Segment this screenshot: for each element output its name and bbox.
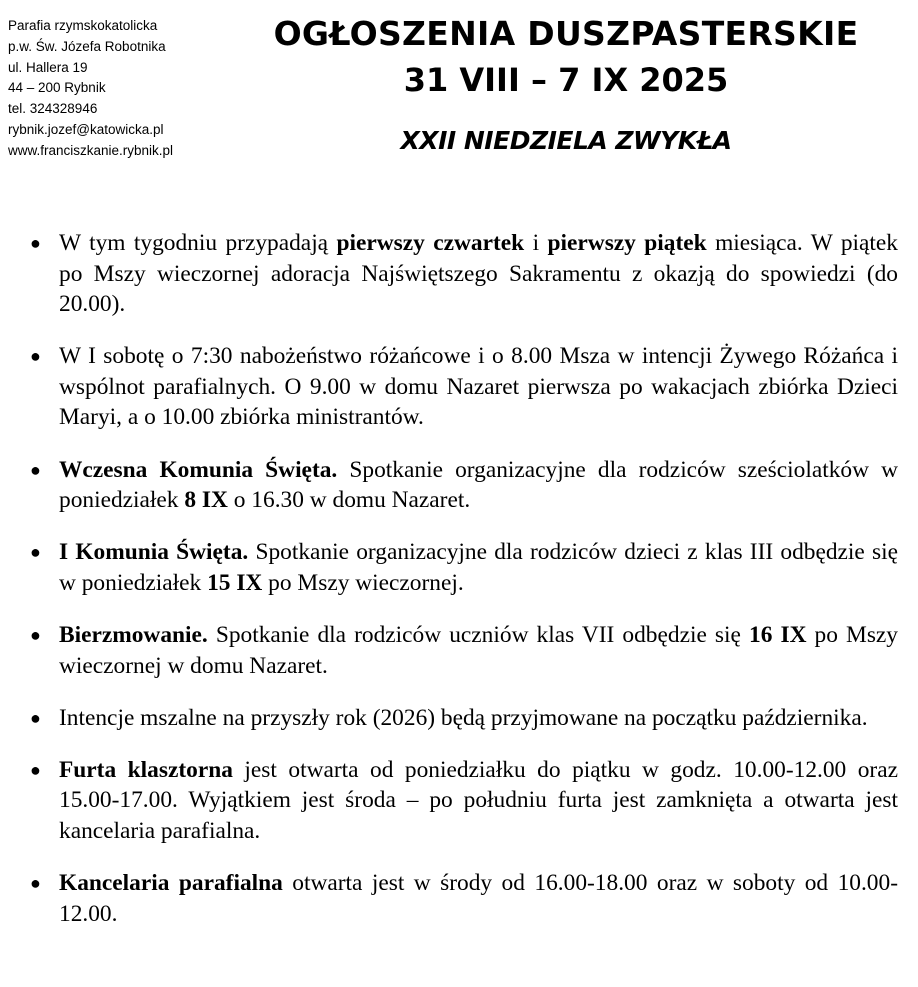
notice-segment: po Mszy wieczornej w domu Nazaret. (59, 621, 898, 679)
parish-patron: p.w. Św. Józefa Robotnika (8, 38, 166, 54)
notice-segment: Intencje mszalne na przyszły rok (2026) będą przyjmowane na początku października. (59, 704, 868, 731)
notice-segment: W I sobotę o 7:30 nabożeństwo różańcowe i o 8.00 Msza w intencji Żywego Różańca i wspólnot parafialnych. O 9.00 w domu Nazaret pierwsza po wakacjach zbiórka Dzieci Maryi, a o 10.00 zbiórka ministrantów. (59, 343, 898, 431)
notice-emphasis: pierwszy czwartek (336, 230, 525, 256)
liturgical-sunday: XXII NIEDZIELA ZWYKŁA (400, 126, 732, 155)
notice-emphasis: Bierzmowanie. (59, 621, 208, 648)
bullet-icon: ● (30, 759, 41, 780)
notice-text (59, 757, 898, 844)
notice-segment: po Mszy wieczornej. (262, 569, 464, 596)
notice-list (30, 228, 898, 951)
notice-text (59, 870, 898, 927)
notice-segment: W tym tygodniu przypadają (59, 230, 337, 256)
notice-text (59, 230, 898, 317)
notice-item (30, 755, 898, 847)
notice-text (59, 457, 898, 514)
parish-phone: tel. 324328946 (8, 101, 98, 117)
bullet-icon: ● (30, 707, 41, 728)
notice-item (30, 868, 898, 929)
notice-emphasis: Wczesna Komunia Święta. (59, 456, 338, 483)
notice-segment: i (524, 230, 548, 256)
notice-text (59, 622, 898, 679)
notice-emphasis: 16 IX (749, 621, 807, 648)
notice-segment: otwarta jest w środy od 16.00-18.00 oraz w soboty od 10.00-12.00. (59, 870, 898, 927)
parish-street: ul. Hallera 19 (8, 59, 88, 75)
notice-emphasis: Kancelaria parafialna (59, 870, 283, 896)
notice-emphasis: 15 IX (207, 569, 263, 596)
parish-address-block (8, 16, 173, 162)
page-header (232, 12, 900, 156)
notice-emphasis: Furta klasztorna (59, 756, 233, 783)
date-range: 31 VIII – 7 IX 2025 (403, 61, 729, 99)
notice-segment: Spotkanie organizacyjne dla rodziców sześciolatków w poniedziałek (59, 456, 898, 514)
bullet-icon: ● (30, 346, 41, 367)
notice-text (59, 343, 898, 430)
notice-segment: jest otwarta od poniedziałku do piątku w godz. 10.00-12.00 oraz 15.00-17.00. Wyjątkiem jest środa – po południu furta jest zamknięta a otwarta jest kancelaria parafialna. (59, 756, 898, 844)
bullet-icon: ● (30, 233, 41, 253)
page-title: OGŁOSZENIA DUSZPASTERSKIE (273, 14, 859, 53)
notice-text (59, 539, 898, 596)
notice-segment: miesiąca. W piątek po Mszy wieczornej adoracja Najświętszego Sakramentu z okazją do spowiedzi (do 20.00). (59, 230, 899, 318)
parish-name: Parafia rzymskokatolicka (8, 18, 158, 33)
notice-item (30, 455, 898, 516)
bullet-icon: ● (30, 873, 41, 893)
bullet-icon: ● (30, 624, 41, 645)
notice-emphasis: pierwszy piątek (547, 230, 707, 256)
notice-segment: o 16.30 w domu Nazaret. (227, 487, 471, 514)
notice-emphasis: I Komunia Święta. (59, 539, 249, 566)
notice-segment: Spotkanie dla rodziców uczniów klas VII odbędzie się (207, 621, 749, 648)
notice-item (30, 620, 898, 681)
bullet-icon: ● (30, 459, 41, 480)
notice-item (30, 341, 898, 433)
bullet-icon: ● (30, 542, 41, 563)
notice-segment: Spotkanie organizacyjne dla rodziców dzieci z klas III odbędzie się w poniedziałek (59, 539, 899, 596)
notice-item (30, 537, 898, 598)
parish-website: www.franciszkanie.rybnik.pl (8, 142, 174, 158)
parish-email: rybnik.jozef@katowicka.pl (8, 121, 164, 137)
notice-emphasis: 8 IX (184, 487, 228, 514)
notice-item (30, 228, 898, 320)
notice-text (59, 705, 868, 731)
notice-item (30, 703, 898, 734)
parish-postcode-city: 44 – 200 Rybnik (8, 80, 106, 96)
